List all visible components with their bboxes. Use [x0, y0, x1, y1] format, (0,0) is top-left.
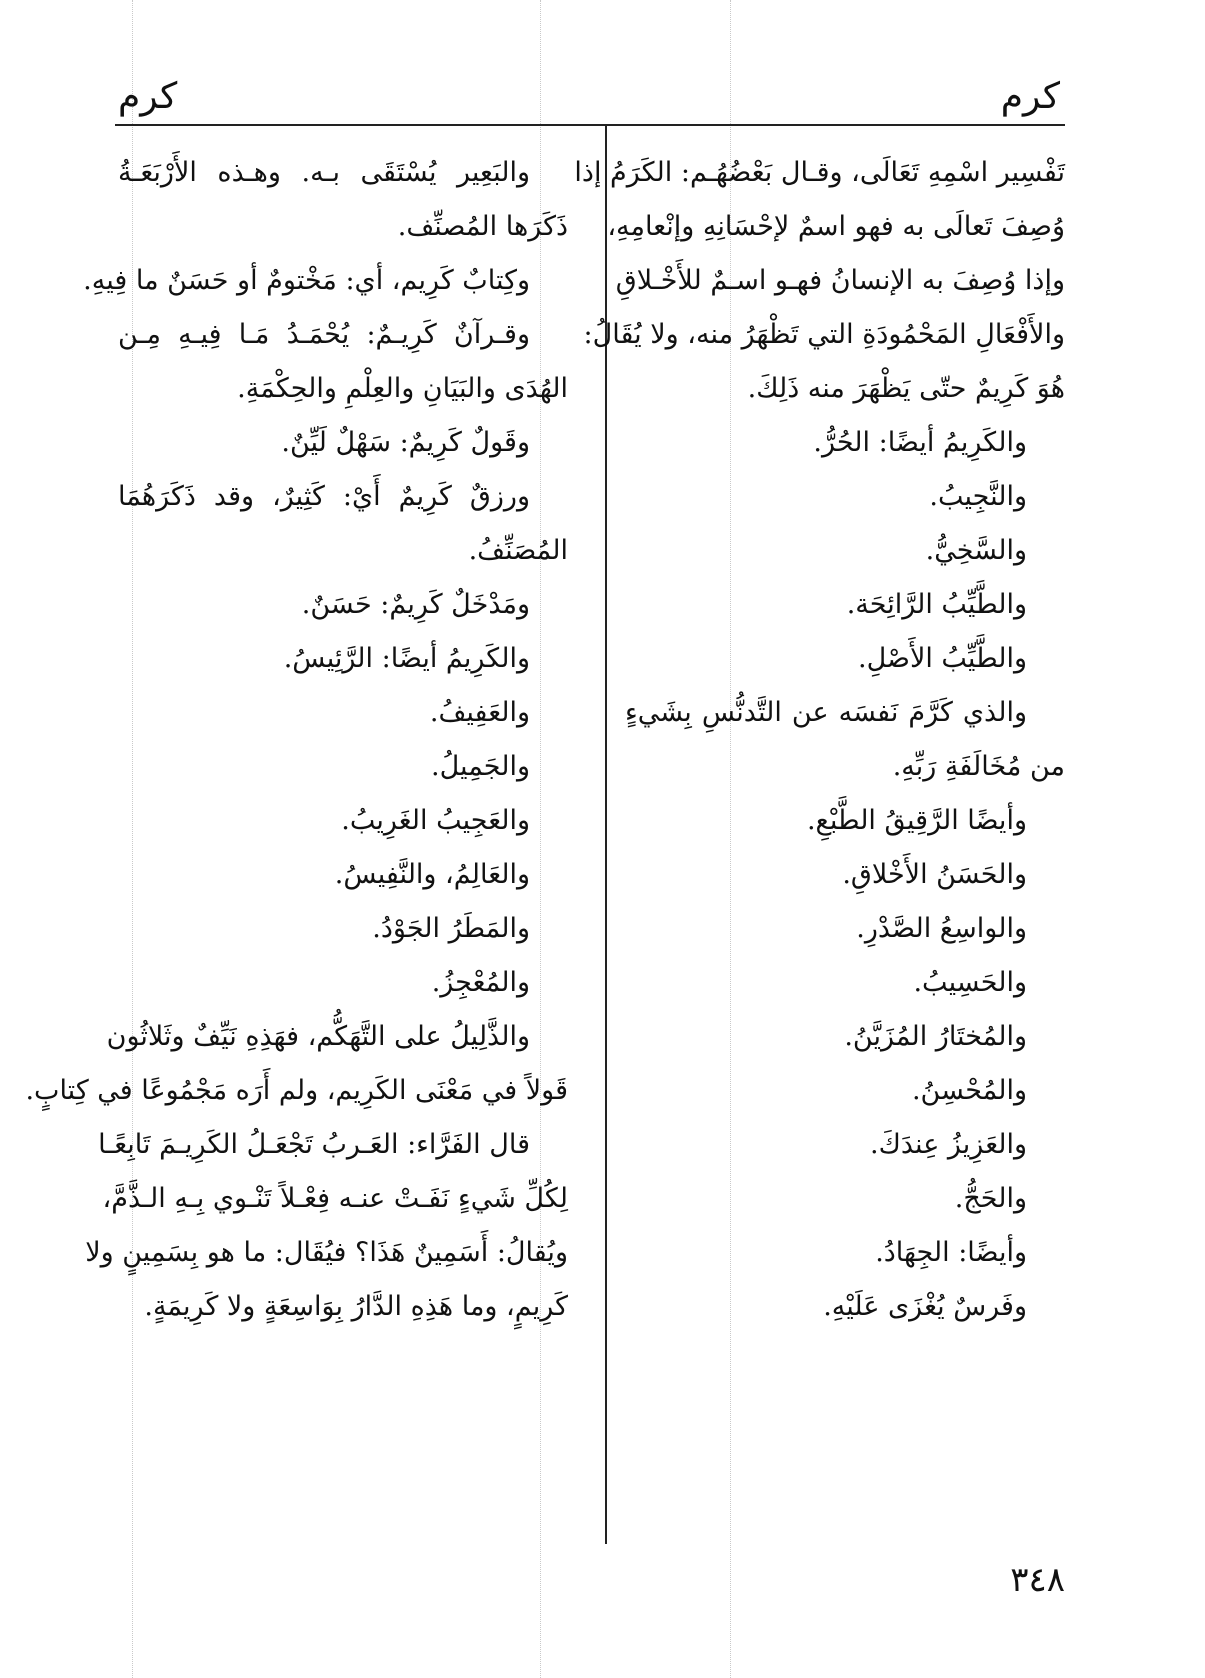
text-line: والنَّجِيبُ.: [929, 481, 1027, 512]
text-line: والمُختَارُ المُزَيَّنُ.: [844, 1021, 1027, 1052]
text-line: والعَالِمُ، والنَّفِيسُ.: [334, 859, 530, 890]
page-number: ٣٤٨: [1010, 1560, 1065, 1600]
text-line: والطَّيِّبُ الأَصْلِ.: [857, 643, 1027, 674]
header-rule: [115, 124, 1065, 126]
text-line: من مُخَالَفَةِ رَبِّهِ.: [892, 751, 1065, 782]
text-line: والكَرِيمُ أيضًا: الرَّئِيسُ.: [283, 643, 530, 674]
text-line: وقَولٌ كَرِيمٌ: سَهْلٌ لَيِّنٌ.: [281, 427, 530, 458]
text-line: والحَسِيبُ.: [913, 967, 1027, 998]
text-line: والحَجُّ.: [954, 1183, 1027, 1214]
text-line: والعَفِيفُ.: [429, 697, 530, 728]
text-line: تَفْسِير اسْمِهِ تَعَالَى، وقـال بَعْضُهُـم: الكَرَمُ إذا: [574, 157, 1065, 188]
text-line: لِكُلِّ شَيءٍ نَفَـتْ عنـه فِعْـلاً تَنْـوي بِـهِ الـذَّمَّ،: [102, 1183, 568, 1214]
running-head-right: كرم: [1000, 76, 1060, 117]
text-line: والمُحْسِنُ.: [911, 1075, 1027, 1106]
text-line: هُوَ كَرِيمٌ حتّى يَظْهَرَ منه ذَلِكَ.: [747, 373, 1065, 404]
text-line: وقـرآنٌ كَرِيـمٌ: يُحْمَـدُ مَـا فِيـهِ مِـن: [118, 319, 530, 350]
text-line: والمَطَرُ الجَوْدُ.: [372, 913, 530, 944]
text-line: وفَرسٌ يُغْزَى عَلَيْهِ.: [823, 1291, 1027, 1322]
text-line: والعَزِيزُ عِندَكَ.: [870, 1129, 1027, 1160]
text-line: والطَّيِّبُ الرَّائِحَة.: [846, 589, 1027, 620]
text-line: وكِتابٌ كَرِيم، أي: مَخْتومٌ أو حَسَنٌ ما فِيهِ.: [83, 265, 530, 296]
text-line: والحَسَنُ الأَخْلاقِ.: [842, 859, 1027, 890]
text-line: وُصِفَ تَعالَى به فهو اسمٌ لإحْسَانِهِ وإنْعامِهِ،: [607, 211, 1065, 242]
text-line: ويُقالُ: أَسَمِينٌ هَذَا؟ فيُقَال: ما هو بِسَمِينٍ ولا: [85, 1237, 568, 1268]
text-line: والعَجِيبُ الغَرِيبُ.: [341, 805, 530, 836]
text-line: وأيضًا: الجِهَادُ.: [875, 1237, 1027, 1268]
left-column: [25, 146, 568, 1334]
text-line: ذَكَرَها المُصنِّف.: [397, 211, 568, 242]
text-line: والواسِعُ الصَّدْرِ.: [856, 913, 1027, 944]
text-line: المُصَنِّفُ.: [468, 535, 568, 566]
text-line: كَرِيمٍ، وما هَذِهِ الدَّارُ بِوَاسِعَةٍ ولا كَرِيمَةٍ.: [144, 1291, 568, 1322]
text-line: الهُدَى والبَيَانِ والعِلْمِ والحِكْمَةِ.: [237, 373, 568, 404]
text-line: والكَرِيمُ أيضًا: الحُرُّ.: [813, 427, 1027, 458]
text-line: وأيضًا الرَّقِيقُ الطَّبْعِ.: [806, 805, 1027, 836]
text-line: وإذا وُصِفَ به الإنسانُ فهـو اسـمٌ للأَخْـلاقِ: [615, 265, 1065, 296]
text-line: والسَّخِيُّ.: [925, 535, 1027, 566]
right-column: [574, 146, 1065, 1334]
text-line: والأَفْعَالِ المَحْمُودَةِ التي تَظْهَرُ منه، ولا يُقَالُ:: [583, 319, 1065, 350]
text-line: والجَمِيلُ.: [431, 751, 530, 782]
text-line: والبَعِير يُسْتَقَى بـه. وهـذه الأَرْبَعَـةُ: [118, 157, 530, 188]
text-line: قال الفَرَّاء: العَـربُ تَجْعَـلُ الكَرِيـمَ تَابِعًـا: [98, 1129, 530, 1160]
text-line: والمُعْجِزُ.: [431, 967, 530, 998]
text-line: والذي كَرَّمَ نَفسَه عن التَّدنُّسِ بِشَيءٍ: [625, 697, 1027, 728]
running-head-left: كرم: [118, 76, 178, 117]
text-line: قَولاً في مَعْنَى الكَرِيم، ولم أَرَه مَجْمُوعًا في كِتابٍ.: [25, 1075, 568, 1106]
text-line: والذَّلِيلُ على التَّهَكُّم، فهَذِهِ نَيِّفٌ وثَلاثُون: [106, 1021, 530, 1052]
text-line: ورزقٌ كَرِيمٌ أَيْ: كَثِيرٌ، وقد ذَكَرَهُمَا: [118, 481, 530, 512]
text-line: ومَدْخَلٌ كَرِيمٌ: حَسَنٌ.: [301, 589, 530, 620]
